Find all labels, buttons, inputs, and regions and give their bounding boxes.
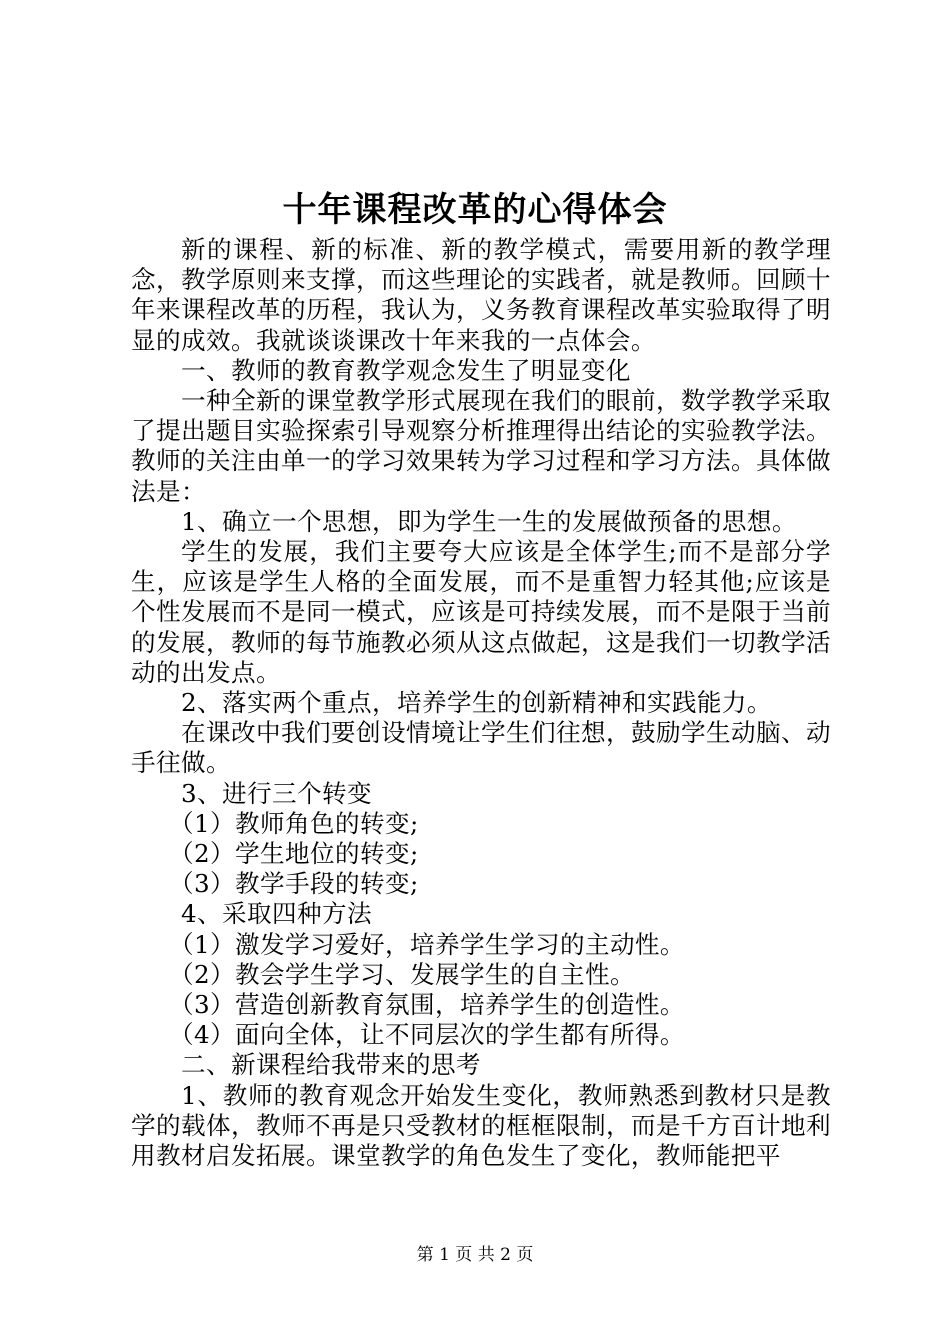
paragraph-point-2: 在课改中我们要创设情境让学生们往想，鼓励学生动脑、动手往做。	[131, 718, 831, 778]
point-3: 3、进行三个转变	[181, 778, 373, 808]
point-4-item-3: （3）营造创新教育氛围，培养学生的创造性。	[169, 990, 685, 1020]
heading-section-2: 二、新课程给我带来的思考	[181, 1050, 481, 1080]
point-2: 2、落实两个重点，培养学生的创新精神和实践能力。	[181, 688, 772, 718]
point-1: 1、确立一个思想，即为学生一生的发展做预备的思想。	[181, 506, 797, 536]
page-footer: 第 1 页 共 2 页	[416, 1245, 534, 1265]
point-4-item-1: （1）激发学习爱好，培养学生学习的主动性。	[169, 929, 685, 959]
document-title: 十年课程改革的心得体会	[282, 190, 668, 230]
paragraph-section-2-point-1: 1、教师的教育观念开始发生变化，教师熟悉到教材只是教学的载体，教师不再是只受教材的框框限制，而是千方百计地利用教材启发拓展。课堂教学的角色发生了变化，教师能把平	[131, 1080, 831, 1171]
point-4: 4、采取四种方法	[181, 899, 373, 929]
document-body	[131, 235, 831, 1171]
point-3-item-2: （2）学生地位的转变;	[169, 839, 419, 869]
point-4-item-2: （2）教会学生学习、发展学生的自主性。	[169, 959, 635, 989]
point-3-item-1: （1）教师角色的转变;	[169, 808, 419, 838]
point-4-item-4: （4）面向全体，让不同层次的学生都有所得。	[169, 1020, 685, 1050]
paragraph-intro: 新的课程、新的标准、新的教学模式，需要用新的教学理念，教学原则来支撑，而这些理论的实践者，就是教师。回顾十年来课程改革的历程，我认为，义务教育课程改革实验取得了明显的成效。我就谈谈课改十年来我的一点体会。	[131, 235, 831, 355]
point-3-item-3: （3）教学手段的转变;	[169, 869, 419, 899]
heading-section-1: 一、教师的教育教学观念发生了明显变化	[181, 355, 631, 385]
paragraph-section-1: 一种全新的课堂教学形式展现在我们的眼前，数学教学采取了提出题目实验探索引导观察分析推理得出结论的实验教学法。教师的关注由单一的学习效果转为学习过程和学习方法。具体做法是：	[131, 386, 831, 506]
paragraph-point-1: 学生的发展，我们主要夸大应该是全体学生;而不是部分学生，应该是学生人格的全面发展，而不是重智力轻其他;应该是个性发展而不是同一模式，应该是可持续发展，而不是限于当前的发展，教师的每节施教必须从这点做起，这是我们一切教学活动的出发点。	[131, 537, 831, 687]
